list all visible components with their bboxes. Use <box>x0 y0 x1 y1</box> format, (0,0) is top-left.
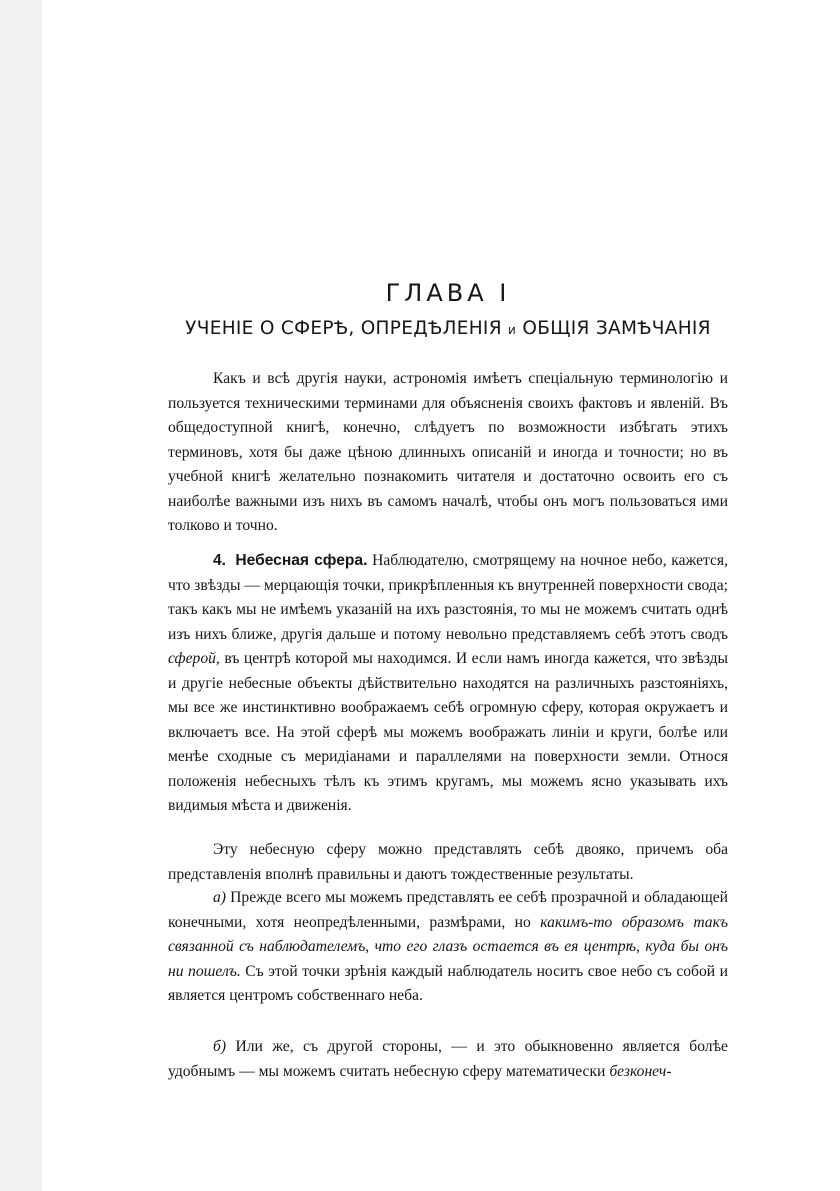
item-b-paragraph <box>168 1035 728 1084</box>
intro-paragraph: Какъ и всѣ другія науки, астрономія имѣетъ спеціальную терминологію и пользуется техническими терминами для объясненія своихъ фактовъ и явленій. Въ общедоступной книгѣ, конечно, слѣдуетъ по возможности избѣгать этихъ терминовъ, хотя бы даже цѣною длинныхъ описаній и иногда и точности; но въ учебной книгѣ желательно познакомить читателя и достаточно освоить его съ наиболѣе важными изъ нихъ въ самомъ началѣ, чтобы онъ могъ пользоваться ими толково и точно. <box>168 370 728 534</box>
section-4-text-b: въ центрѣ которой мы находимся. И если намъ иногда кажется, что звѣзды и другіе небесные объекты дѣйствительно находятся на различныхъ разстояніяхъ, мы все же инстинктивно воображаемъ себѣ огромную сферу, которая окружаетъ и включаетъ все. На этой сферѣ мы можемъ воображать линіи и круги, болѣе или менѣе сходные съ меридіанами и параллелями на поверхности земли. Относя положенія небесныхъ тѣлъ къ этимъ кругамъ, мы можемъ ясно указывать ихъ видимыя мѣста и движенія. <box>168 650 728 814</box>
item-b-text-a: Или же, съ другой стороны, — и это обыкновенно является болѣе удобнымъ — мы можемъ считать небесную сферу математически <box>168 1038 728 1080</box>
section-4-paragraph <box>168 549 728 819</box>
chapter-title <box>168 318 728 339</box>
item-a-text-a: Прежде всего мы можемъ представлять ее себѣ прозрачной и обладающей конечными, хотя неопредѣленными, размѣрами, но <box>168 889 728 931</box>
scan-margin <box>0 0 42 1191</box>
item-b-marker: б) <box>213 1038 227 1055</box>
item-a-italic: какимъ-то образомъ такъ связанной съ наблюдателемъ, что его глазъ остается въ ея центрѣ, куда бы онъ ни пошелъ. <box>168 913 728 980</box>
chapter-title-part1: УЧЕНІЕ О СФЕРѢ, ОПРЕДѢЛЕНІЯ <box>185 318 502 339</box>
views-paragraph: Эту небесную сферу можно представлять себѣ двояко, причемъ оба представленія вполнѣ правильны и даютъ тождественные результаты. <box>168 841 728 883</box>
book-page <box>168 0 728 1191</box>
section-4-text-a: Наблюдателю, смотрящему на ночное небо, кажется, что звѣзды — мерцающія точки, прикрѣпленныя къ внутренней поверхности свода; такъ какъ мы не имѣемъ указаній на ихъ разстоянія, то мы не можемъ считать однѣ изъ нихъ ближе, другія дальше и потому невольно представляемъ себѣ этотъ сводъ <box>168 552 729 643</box>
item-a-paragraph <box>168 886 728 1009</box>
item-a-text-b: Съ этой точки зрѣнія каждый наблюдатель носитъ свое небо съ собой и является центромъ собственнаго неба. <box>168 962 728 1004</box>
item-b-italic: безконеч- <box>609 1062 672 1080</box>
item-a-marker: а) <box>213 889 226 906</box>
chapter-heading: ГЛАВА I <box>385 279 511 307</box>
chapter-title-part2: ОБЩІЯ ЗАМѢЧАНІЯ <box>522 318 711 339</box>
section-4-italic: сферой, <box>168 650 220 667</box>
section-number: 4. <box>213 552 227 569</box>
chapter-title-conjunction: и <box>508 323 517 337</box>
section-title: Небесная сфера. <box>235 552 368 569</box>
